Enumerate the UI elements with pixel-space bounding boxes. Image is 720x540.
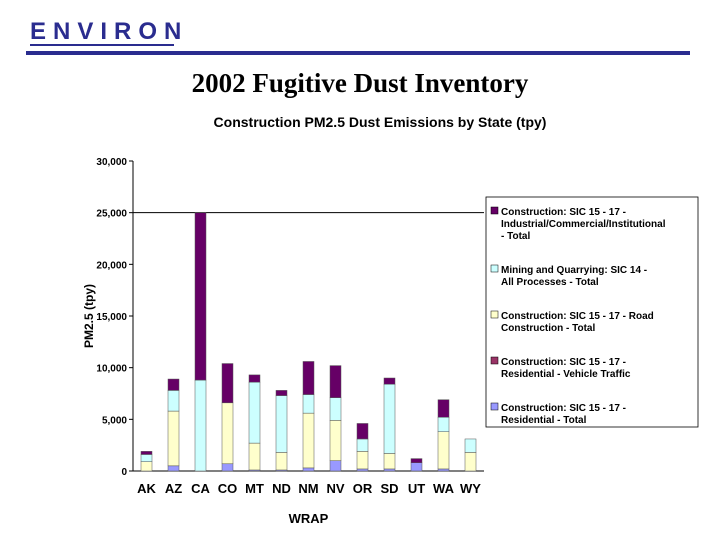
bar-segment	[195, 213, 206, 380]
legend-swatch	[491, 311, 498, 318]
legend-label: All Processes - Total	[501, 277, 599, 288]
bar-segment	[411, 459, 422, 463]
legend-label: Construction: SIC 15 - 17 -	[501, 357, 627, 368]
bar-segment	[330, 398, 341, 421]
x-tick-label: WA	[433, 481, 454, 496]
bar-segment	[330, 420, 341, 460]
x-tick-label: OR	[352, 481, 373, 496]
bar-segment	[168, 390, 179, 411]
bar-segment	[195, 380, 206, 471]
bar-segment	[168, 466, 179, 471]
bar-segment	[222, 464, 233, 471]
bar-segment	[438, 417, 449, 431]
legend-swatch	[491, 265, 498, 272]
bar-segment	[330, 366, 341, 398]
chart-title: Construction PM2.5 Dust Emissions by State (tpy)	[213, 114, 547, 130]
legend-swatch	[491, 403, 498, 410]
legend-swatch	[491, 207, 498, 214]
legend-label: Construction - Total	[501, 323, 596, 334]
bar-segment	[222, 364, 233, 403]
x-tick-label: WY	[460, 481, 481, 496]
x-tick-label: AK	[137, 481, 156, 496]
legend-label: Industrial/Commercial/Institutional	[501, 219, 666, 230]
y-tick-label: 20,000	[96, 260, 127, 272]
x-tick-label: MT	[245, 481, 264, 496]
x-tick-label: CA	[191, 481, 210, 496]
bar-segment	[168, 379, 179, 390]
bar-segment	[222, 403, 233, 464]
bar-segment	[330, 461, 341, 471]
y-tick-label: 25,000	[96, 208, 127, 220]
x-tick-label: SD	[380, 481, 399, 496]
bar-segment	[249, 375, 260, 382]
x-tick-label: ND	[272, 481, 291, 496]
bar-segment	[465, 452, 476, 471]
bar-segment	[357, 451, 368, 469]
x-tick-label: NM	[298, 481, 319, 496]
bar-segment	[303, 468, 314, 471]
bar-segment	[357, 439, 368, 451]
bar-segment	[141, 462, 152, 471]
legend-swatch	[491, 357, 498, 364]
y-tick-label: 30,000	[96, 157, 127, 168]
x-tick-label: AZ	[164, 481, 183, 496]
legend-label: Residential - Vehicle Traffic	[501, 369, 631, 380]
bar-segment	[438, 469, 449, 471]
legend-label: Residential - Total	[501, 415, 587, 426]
y-tick-label: 5,000	[101, 415, 127, 427]
x-axis-label: WRAP	[288, 511, 329, 526]
slide-title: 2002 Fugitive Dust Inventory	[191, 68, 529, 98]
bar-segment	[465, 439, 476, 452]
bar-segment	[384, 384, 395, 453]
bar-segment	[276, 452, 287, 470]
bar-segment	[357, 469, 368, 471]
bar-segment	[303, 395, 314, 414]
y-tick-label: 10,000	[96, 363, 127, 375]
bar-segment	[384, 453, 395, 469]
bar-segment	[411, 463, 422, 471]
bar-segment	[438, 400, 449, 418]
legend-label: Mining and Quarrying: SIC 14 -	[501, 265, 648, 276]
bar-segment	[249, 443, 260, 470]
x-tick-label: NV	[326, 481, 345, 496]
bar-segment	[384, 469, 395, 471]
y-axis-label: PM2.5 (tpy)	[82, 283, 96, 349]
bar-segment	[303, 413, 314, 468]
legend-label: Construction: SIC 15 - 17 -	[501, 403, 627, 414]
bar-segment	[141, 454, 152, 461]
bar-segment	[249, 382, 260, 443]
bar-segment	[141, 451, 152, 454]
x-tick-label: UT	[407, 481, 426, 496]
legend-label: Construction: SIC 15 - 17 - Road	[501, 311, 654, 322]
bar-segment	[438, 432, 449, 469]
y-tick-label: 0	[121, 467, 127, 478]
legend	[486, 197, 698, 427]
bar-segment	[303, 361, 314, 394]
x-tick-label: CO	[217, 481, 238, 496]
y-tick-label: 15,000	[96, 312, 127, 323]
logo-text: ENVIRON	[30, 18, 180, 45]
bar-segment	[384, 378, 395, 384]
bar-segment	[276, 396, 287, 453]
legend-label: Construction: SIC 15 - 17 -	[501, 207, 627, 218]
plot-area	[82, 157, 484, 526]
bar-segment	[276, 390, 287, 395]
legend-label: - Total	[501, 231, 531, 242]
bar-segment	[357, 423, 368, 439]
bar-segment	[168, 411, 179, 466]
